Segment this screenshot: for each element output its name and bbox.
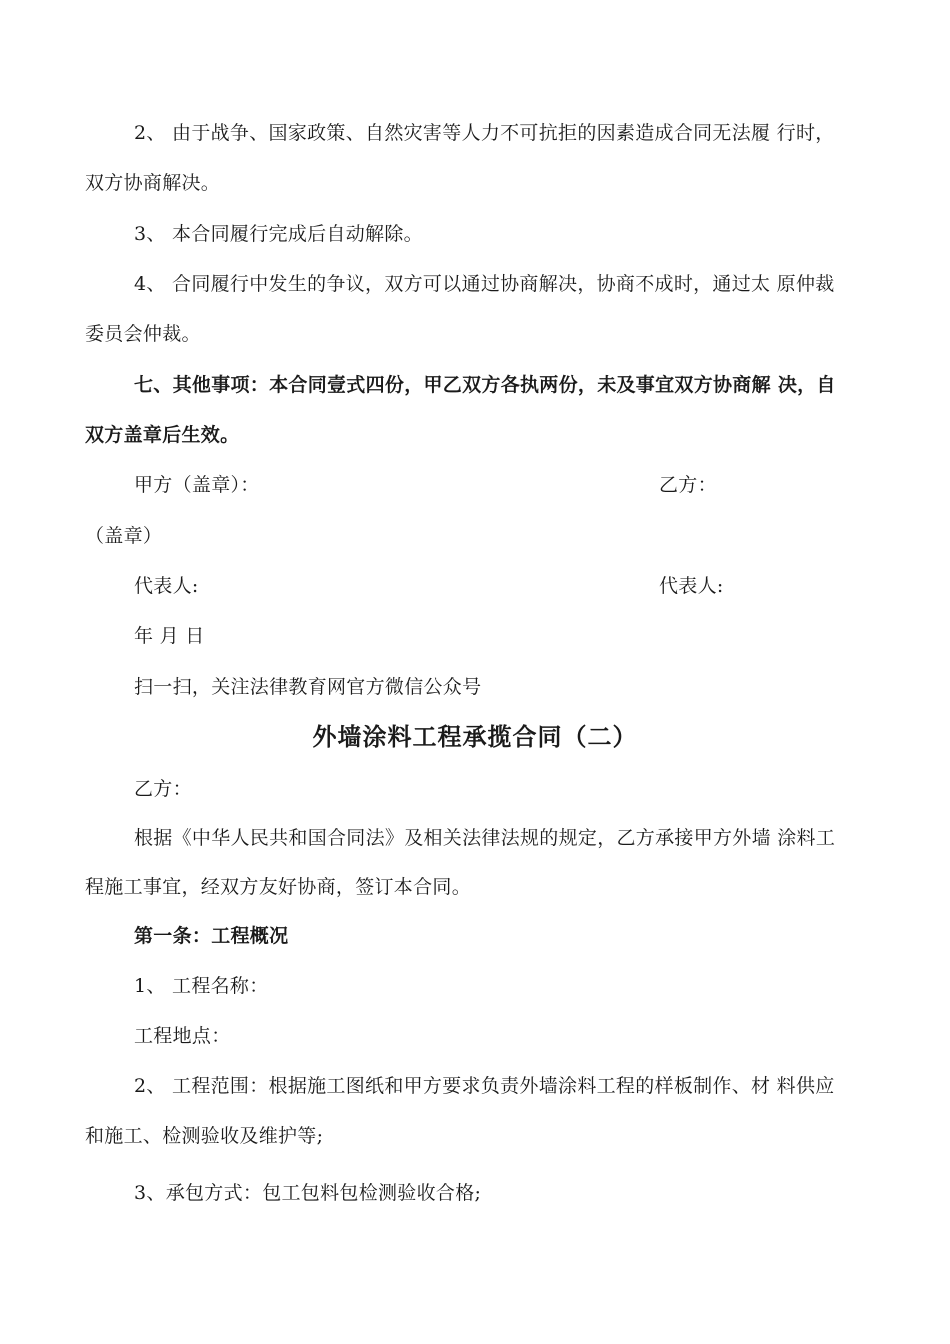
other-matters-line-2: 双方盖章后生效。 [85, 424, 240, 446]
clause-4-line-2: 委员会仲裁。 [85, 323, 201, 345]
scope-line-2: 和施工、检测验收及维护等; [85, 1125, 324, 1147]
clause-2-line-1: 2、 由于战争、国家政策、自然灾害等人力不可抗拒的因素造成合同无法履 行时， [134, 122, 835, 144]
contract-2-title: 外墙涂料工程承揽合同（二） [312, 722, 638, 751]
other-matters-line-1: 七、其他事项：本合同壹式四份，甲乙双方各执两份，未及事宜双方协商解 决，自 [134, 374, 836, 396]
intro-line-1: 根据《中华人民共和国合同法》及相关法律法规的规定，乙方承接甲方外墙 涂料工 [134, 827, 836, 849]
wechat-scan-note: 扫一扫，关注法律教育网官方微信公众号 [134, 676, 482, 698]
date-line: 年 月 日 [134, 625, 205, 647]
contract-method: 3、承包方式：包工包料包检测验收合格; [134, 1182, 482, 1204]
seal-label: （盖章） [85, 525, 163, 547]
article-1-heading: 第一条：工程概况 [134, 925, 289, 947]
party-a-seal-label: 甲方（盖章）： [134, 474, 260, 496]
representative-b-label: 代表人: [659, 575, 724, 597]
clause-4-line-1: 4、 合同履行中发生的争议，双方可以通过协商解决，协商不成时，通过太 原仲裁 [134, 273, 835, 295]
project-location-label: 工程地点： [134, 1025, 231, 1047]
clause-2-line-2: 双方协商解决。 [85, 172, 221, 194]
clause-3: 3、 本合同履行完成后自动解除。 [134, 223, 423, 245]
project-name-label: 1、 工程名称： [134, 975, 269, 997]
party-b-label: 乙方： [659, 474, 717, 496]
contract-2-party-b: 乙方： [134, 778, 192, 800]
scope-line-1: 2、 工程范围：根据施工图纸和甲方要求负责外墙涂料工程的样板制作、材 料供应 [134, 1075, 835, 1097]
intro-line-2: 程施工事宜，经双方友好协商，签订本合同。 [85, 876, 472, 898]
representative-a-label: 代表人: [134, 575, 199, 597]
